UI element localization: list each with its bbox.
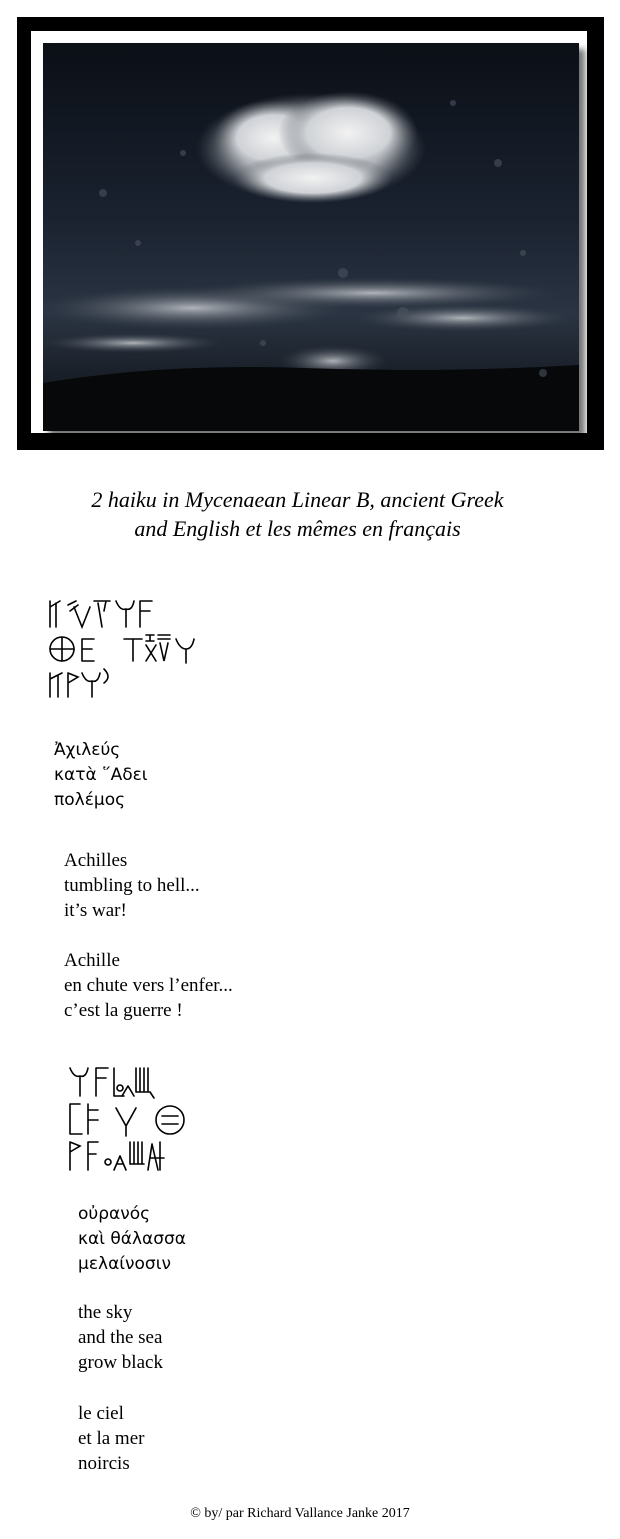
- haiku-1-french-line-2: en chute vers l’enfer...: [64, 975, 233, 996]
- haiku-2-greek-line-3: μελαίνοσιν: [78, 1254, 171, 1274]
- copyright-footer: © by/ par Richard Vallance Janke 2017: [190, 1506, 410, 1521]
- haiku-1-french-line-3: c’est la guerre !: [64, 1000, 183, 1021]
- haiku-1-english-line-1: Achilles: [64, 850, 128, 871]
- title-line-1: 2 haiku in Mycenaean Linear B, ancient Greek: [91, 487, 504, 512]
- haiku-1-french: [64, 948, 233, 1023]
- haiku-2-greek-line-2: καὶ θάλασσα: [78, 1229, 187, 1249]
- haiku-2-french: [78, 1401, 144, 1476]
- title-line-2: and English et les mêmes en français: [134, 516, 461, 541]
- haiku-2-english: [78, 1300, 163, 1375]
- haiku-2-french-line-2: et la mer: [78, 1428, 145, 1449]
- haiku-1-english-line-3: it’s war!: [64, 900, 127, 921]
- haiku-2-greek: [78, 1202, 186, 1277]
- haiku-2-greek-line-1: οὐρανός: [78, 1204, 151, 1224]
- haiku-2-french-line-1: le ciel: [78, 1403, 124, 1424]
- photo-frame: [17, 17, 604, 450]
- haiku-1-greek-line-3: πολέμος: [54, 790, 126, 810]
- haiku-1-english: [64, 848, 200, 923]
- haiku-2-english-line-1: the sky: [78, 1302, 133, 1323]
- linear-b-haiku-2: [66, 1064, 196, 1176]
- haiku-1-french-line-1: Achille: [64, 950, 120, 971]
- haiku-2-english-line-2: and the sea: [78, 1327, 163, 1348]
- haiku-2-french-line-3: noircis: [78, 1453, 130, 1474]
- haiku-1-greek-line-2: κατὰ ῞Αδει: [54, 765, 148, 785]
- haiku-2-english-line-3: grow black: [78, 1352, 163, 1373]
- haiku-1-english-line-2: tumbling to hell...: [64, 875, 200, 896]
- haiku-1-greek: [54, 738, 148, 813]
- haiku-1-greek-line-1: Ἀχιλεύς: [54, 740, 121, 760]
- linear-b-haiku-1: [46, 597, 206, 707]
- sky-photograph: [43, 43, 579, 431]
- page-title: [0, 485, 595, 543]
